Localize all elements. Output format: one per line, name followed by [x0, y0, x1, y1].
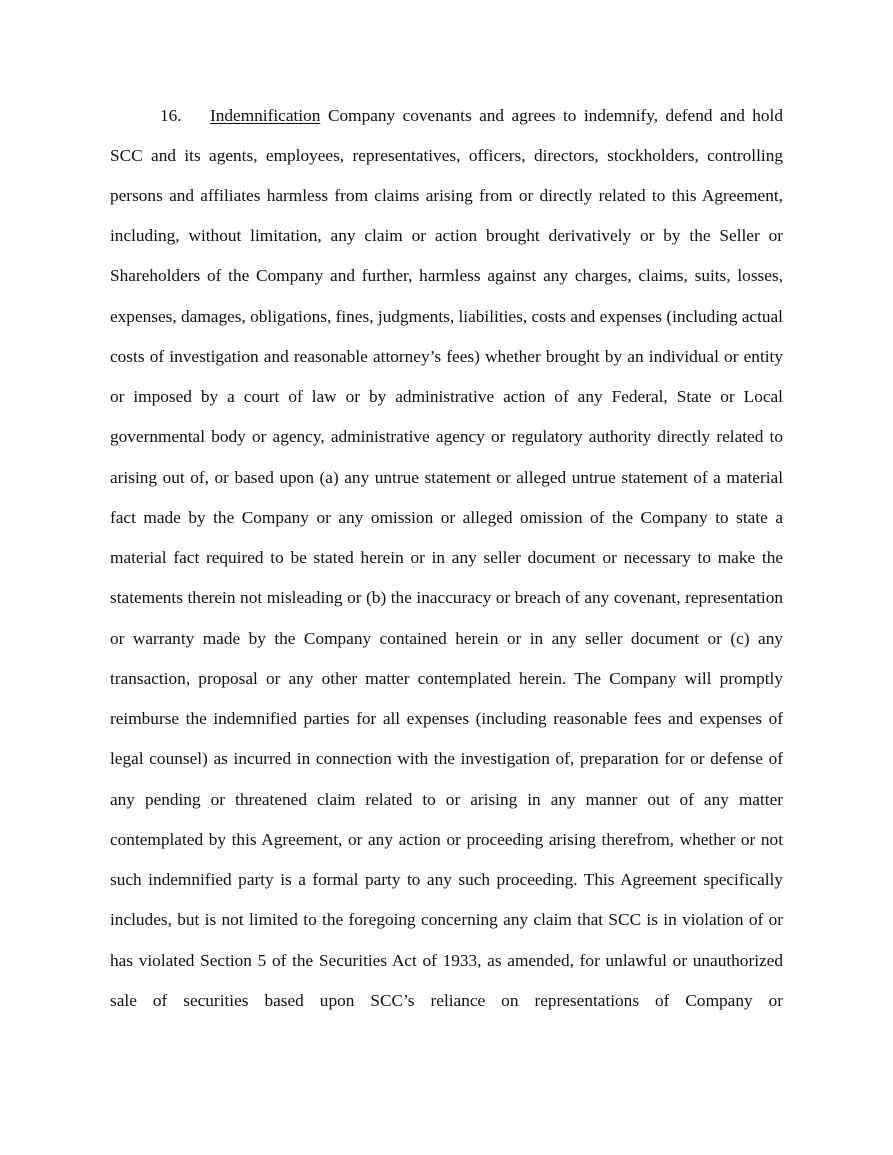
- body-line: costs of investigation and reasonable attorney’s fees) whether brought by an individual or entity: [110, 347, 783, 366]
- section-intro-text: Company covenants and agrees to indemnify, defend and hold: [328, 106, 783, 125]
- section-number: 16.: [160, 106, 182, 125]
- body-line: any pending or threatened claim related to or arising in any manner out of any matter: [110, 790, 783, 809]
- body-line: sale of securities based upon SCC’s reliance on representations of Company or: [110, 991, 783, 1010]
- body-line: SCC and its agents, employees, representatives, officers, directors, stockholders, controlling: [110, 146, 783, 165]
- body-line: has violated Section 5 of the Securities Act of 1933, as amended, for unlawful or unauthorized: [110, 951, 783, 970]
- body-line: legal counsel) as incurred in connection with the investigation of, preparation for or defense of: [110, 749, 783, 768]
- body-line: such indemnified party is a formal party to any such proceeding. This Agreement specifically: [110, 870, 783, 889]
- body-line: including, without limitation, any claim or action brought derivatively or by the Seller or: [110, 226, 783, 245]
- body-line: Shareholders of the Company and further, harmless against any charges, claims, suits, losses,: [110, 266, 783, 285]
- body-line: persons and affiliates harmless from claims arising from or directly related to this Agreement,: [110, 186, 783, 205]
- body-line: governmental body or agency, administrative agency or regulatory authority directly related to: [110, 427, 783, 446]
- body-line: material fact required to be stated herein or in any seller document or necessary to make the: [110, 548, 783, 567]
- body-line: reimburse the indemnified parties for all expenses (including reasonable fees and expenses of: [110, 709, 783, 728]
- body-line: contemplated by this Agreement, or any action or proceeding arising therefrom, whether or not: [110, 830, 783, 849]
- body-line: fact made by the Company or any omission or alleged omission of the Company to state a: [110, 508, 783, 527]
- body-line: includes, but is not limited to the foregoing concerning any claim that SCC is in violation of or: [110, 910, 783, 929]
- body-line: statements therein not misleading or (b) the inaccuracy or breach of any covenant, representation: [110, 588, 783, 607]
- body-line: or warranty made by the Company contained herein or in any seller document or (c) any: [110, 629, 783, 648]
- body-line: or imposed by a court of law or by administrative action of any Federal, State or Local: [110, 387, 783, 406]
- section-heading: Indemnification: [210, 106, 321, 125]
- body-line: arising out of, or based upon (a) any untrue statement or alleged untrue statement of a material: [110, 468, 783, 487]
- body-line: expenses, damages, obligations, fines, judgments, liabilities, costs and expenses (including actual: [110, 307, 783, 326]
- body-line: transaction, proposal or any other matter contemplated herein. The Company will promptly: [110, 669, 783, 688]
